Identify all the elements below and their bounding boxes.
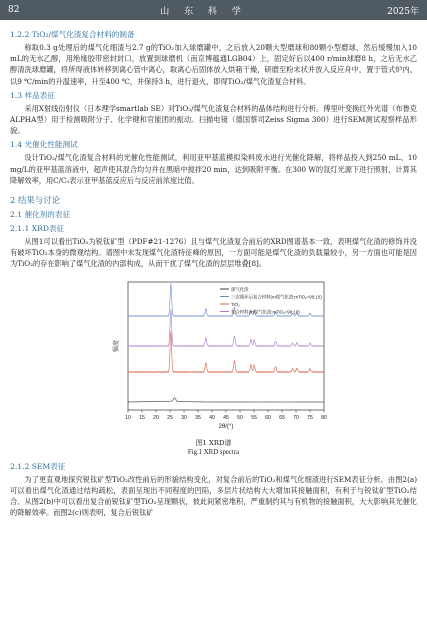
xrd-chart [94,276,334,434]
x-tick-label: 65 [278,414,285,421]
x-tick-label: 45 [222,414,229,421]
paragraph-xrd: 从图1可以看出TiO₂为锐钛矿型（PDF#21-1276）且与煤气化渣复合前后的XRD图谱基本一致，表明煤气化渣的修饰并没有破坏TiO₂本身的微观结构。谱图中未发现煤气化渣特征峰的原因，一方面可能是煤气化渣的负载量较小，另一方面也可能是因为TiO₂的存在影响了煤气化渣的内部构成，从而干扰了煤气化渣的层层堆叠[8]。 [10,237,417,269]
figure-caption-en: Fig.1 XRD spectra [187,448,240,456]
x-tick-label: 40 [208,414,215,421]
x-tick-label: 75 [306,414,313,421]
heading-1-2-2: 1.2.2 TiO₂/煤气化渣复合材料的制备 [10,30,135,39]
xrd-figure [10,276,417,434]
paragraph-preparation: 称取0.3 g处理后的煤气化细渣与2.7 g的TiO₂加入球磨罐中，之后放入20颗大型磨球和80颗小型磨球，然后缓慢加入10 mL的无水乙醇，用绝缘胶带密封封口，放置到球磨机（南京博蕴通LGB04）上，固定好后以400 r/min球磨8 h，之后无水乙醇清洗球磨罐，将所得液体转移到离心管中离心，取离心后固体放入烘箱干燥，研磨至粉末状并放入反应舟中，置于管式炉内，以9 ℃/min的升温速率，升至400 ℃，并保持3 h，进行退火，即得TiO₂/煤气化渣复合材料。 [10,43,417,86]
x-tick-label: 70 [292,414,299,421]
series-line [128,398,324,402]
paragraph-photocatalysis: 设计TiO₂/煤气化渣复合材料的光催化性能测试，利用亚甲基蓝模拟染料废水进行光催化降解，将样品投入到250 mL、10 mg/L的亚甲基蓝溶液中，超声使其混合均匀并在黑暗中搅拌20 min，达到吸附平衡。在300 W的氙灯光源下进行照射，计算其降解效率，用C/C₀表示亚甲基蓝反应后与反应前浓度比值。 [10,153,417,185]
legend-label: 煤气化渣 [230,286,249,292]
x-tick-label: 25 [166,414,173,421]
page-header [0,0,427,20]
heading-2-1-1: 2.1.1 XRD表征 [10,224,65,234]
y-axis-label: 强度 [113,339,120,352]
x-tick-label: 50 [236,414,243,421]
x-tick-label: 55 [250,414,257,421]
page-number: 82 [8,5,20,15]
x-axis-label: 2θ/(°) [218,423,233,430]
article-body [0,20,427,518]
series-line [128,331,324,372]
heading-1-3: 1.3 样品表征 [10,90,55,100]
x-tick-label: 60 [264,414,271,421]
x-tick-label: 80 [320,414,327,421]
series-line [128,309,324,346]
heading-2-1: 2.1 催化剂的表征 [10,210,71,220]
legend-label: 复合材料(m煤气化渣:mTiO₂=90:10) [230,308,300,314]
journal-year: 2025年 [387,6,419,17]
x-tick-label: 35 [194,414,201,421]
x-tick-label: 10 [124,414,131,421]
x-tick-label: 15 [138,414,145,421]
figure-caption-cn: 图1 XRD谱 [195,438,232,447]
heading-2: 2 结果与讨论 [10,195,60,206]
heading-1-4: 1.4 光催化性能测试 [10,140,78,150]
x-tick-label: 20 [152,414,159,421]
legend-label: 三次循环后复合材料(m煤气化渣:mTiO₂=90:10) [230,293,322,299]
legend-label: TiO₂ [230,301,240,307]
x-tick-label: 30 [180,414,187,421]
heading-2-1-2: 2.1.2 SEM表征 [10,461,66,471]
paragraph-sem: 为了更直观地探究锐钛矿型TiO₂改性前后的形貌结构变化，对复合前后的TiO₂和煤气化细渣进行SEM表征分析。由图2(a)可以看出煤气化渣通过结构疏松，表面呈现出不同程度的凹陷，多层片状结构大大增加其接触面积，有利于与锐钛矿型TiO₂结合。从图2(b)中可以看出复合前锐钛矿型TiO₂呈现颗状，彼此间紧密堆积，严重制约其与有机物的接触面积，大大影响其光催化的降解效率。而图2(c)则表明，复合后锐钛矿 [10,474,417,518]
paragraph-characterization: 采用X射线衍射仪（日本理学smartlab SE）对TiO₂/煤气化渣复合材料的晶体结构进行分析。傅里叶变换红外光谱（布鲁克ALPHA型）用于检测吸附分子、化学键和官能团的振动。扫描电镜（德国蔡司Zeiss Sigma 300）进行SEM测试观察样品形貌。 [10,103,417,136]
journal-title: 山 东 科 学 [160,6,247,17]
